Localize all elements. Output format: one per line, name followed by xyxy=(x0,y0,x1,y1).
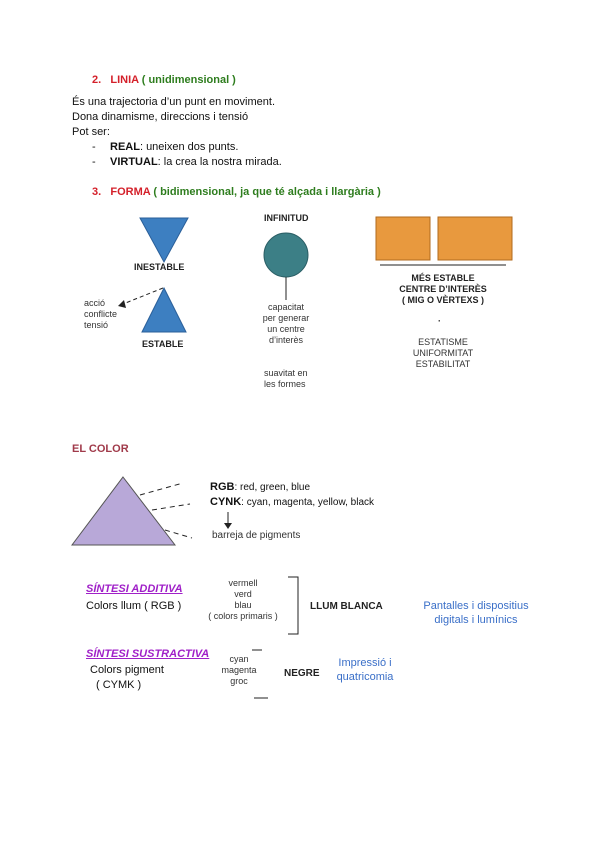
additiva-subtitle: Colors llum ( RGB ) xyxy=(86,600,182,612)
circle-shape xyxy=(264,233,308,277)
linia-text-2: Dona dinamisme, direccions i tensió xyxy=(72,111,249,123)
prism-svg xyxy=(0,460,600,580)
accio-list: acció conflicte tensió xyxy=(84,298,118,330)
rect-list: ESTATISME UNIFORMITAT ESTABILITAT xyxy=(412,337,474,369)
linia-text-1: És una trajectoria d’un punt en moviment. xyxy=(72,96,276,108)
estable-label: ESTABLE xyxy=(142,339,184,349)
triangle-inverted xyxy=(140,218,188,262)
linia-bullet-virtual: - VIRTUAL: la crea la nostra mirada. xyxy=(92,156,282,168)
linia-title: LINIA xyxy=(110,74,139,86)
prism-triangle xyxy=(72,477,175,545)
prism-ray-1 xyxy=(140,483,183,495)
linia-bullet-real: - REAL: uneixen dos punts. xyxy=(92,141,239,153)
forma-heading: 3. FORMA ( bidimensional, ja que té alçada i llargària ) xyxy=(92,186,381,198)
rgb-line: RGB: red, green, blue xyxy=(210,481,311,493)
linia-heading: 2. LINIA ( unidimensional ) xyxy=(92,74,236,86)
orange-rect-left xyxy=(376,217,430,260)
negre-label: NEGRE xyxy=(284,668,320,679)
additiva-title: SÍNTESI ADDITIVA xyxy=(86,583,183,595)
llum-blanca-label: LLUM BLANCA xyxy=(310,601,383,612)
suavitat-caption: suavitat en les formes xyxy=(264,368,308,389)
impressio-note: Impressió i quatricomia xyxy=(336,657,394,683)
barreja-arrow-head xyxy=(224,523,232,529)
infinitud-label: INFINITUD xyxy=(264,213,309,223)
rect-dot: · xyxy=(438,316,441,326)
linia-text-3: Pot ser: xyxy=(72,126,110,138)
inestable-label: INESTABLE xyxy=(134,262,185,272)
orange-rect-right xyxy=(438,217,512,260)
color-heading: EL COLOR xyxy=(72,443,129,455)
additiva-list: vermell verd blau ( colors primaris ) xyxy=(208,578,278,621)
triangle-upright xyxy=(142,288,186,332)
circle-caption: capacitat per generar un centre d’interès xyxy=(262,302,310,345)
forma-title: FORMA xyxy=(110,186,151,198)
sustractiva-list: cyan magenta groc xyxy=(221,654,257,686)
sustractiva-subtitle: Colors pigment ( CYMK ) xyxy=(90,664,164,691)
additiva-bracket xyxy=(288,577,298,634)
prism-ray-2 xyxy=(152,504,190,510)
forma-shapes-svg xyxy=(0,0,600,420)
pantalles-note: Pantalles i dispositius digitals i lumínics xyxy=(423,600,529,626)
barreja-label: barreja de pigments xyxy=(212,530,301,541)
rect-caption: MÉS ESTABLE CENTRE D’INTERÈS ( MIG O VÈRTEXS ) xyxy=(399,273,487,305)
linia-subtitle: ( unidimensional ) xyxy=(141,74,236,86)
cymk-line: CYNK: cyan, magenta, yellow, black xyxy=(210,496,375,508)
forma-subtitle: ( bidimensional, ja que té alçada i llargària ) xyxy=(153,186,381,198)
sustractiva-title: SÍNTESI SUSTRACTIVA xyxy=(86,648,210,660)
